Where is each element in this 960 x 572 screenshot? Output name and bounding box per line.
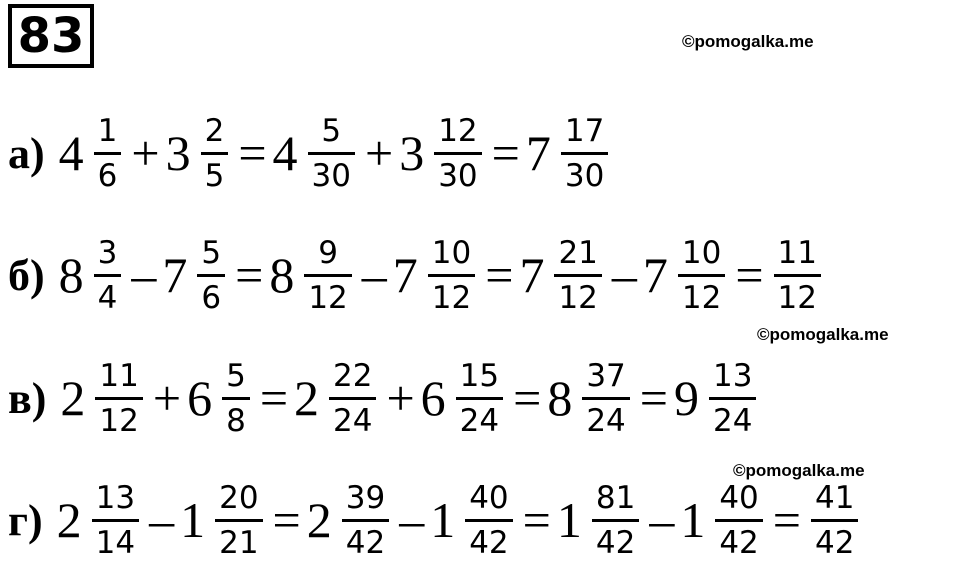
operator: – (131, 247, 157, 303)
whole-number: 4 (58, 125, 84, 181)
row-label: а) (8, 128, 45, 178)
equation-row-b (8, 225, 825, 325)
denominator: 24 (712, 402, 753, 439)
watermark: ©pomogalka.me (682, 32, 814, 51)
denominator: 12 (777, 279, 817, 316)
operator: = (639, 370, 668, 426)
fraction (94, 234, 122, 317)
row-label: б) (8, 250, 45, 300)
denominator: 12 (99, 402, 139, 439)
fraction (434, 112, 481, 195)
numerator: 81 (595, 479, 636, 516)
operator: – (361, 247, 387, 303)
numerator: 41 (814, 479, 855, 516)
numerator: 11 (777, 234, 817, 271)
fraction (715, 479, 762, 562)
watermark: ©pomogalka.me (733, 461, 865, 480)
task-number: 83 (8, 4, 94, 68)
fraction (582, 357, 629, 440)
operator: – (611, 247, 637, 303)
denominator: 21 (219, 524, 259, 561)
numerator: 21 (558, 234, 598, 271)
numerator: 15 (459, 357, 500, 394)
fraction (554, 234, 601, 317)
numerator: 40 (469, 479, 509, 516)
operator: – (149, 492, 175, 548)
operator: + (386, 370, 415, 426)
numerator: 10 (431, 234, 472, 271)
operator: + (131, 125, 160, 181)
denominator: 14 (95, 524, 136, 561)
fraction (304, 234, 351, 317)
whole-number: 9 (673, 370, 699, 426)
operator: = (272, 492, 301, 548)
fraction (222, 357, 250, 440)
operator: + (152, 370, 182, 426)
numerator: 5 (201, 234, 222, 271)
operator: = (235, 247, 264, 303)
equation-row-g (8, 470, 862, 570)
numerator: 3 (97, 234, 118, 271)
equation-row-v (8, 348, 760, 448)
whole-number: 3 (399, 125, 425, 181)
denominator: 12 (681, 279, 722, 316)
whole-number: 7 (525, 125, 551, 181)
whole-number: 1 (180, 492, 206, 548)
whole-number: 1 (430, 492, 456, 548)
fraction (456, 357, 503, 440)
fraction (94, 112, 122, 195)
fraction (428, 234, 475, 317)
denominator: 24 (333, 402, 373, 439)
denominator: 5 (204, 157, 225, 194)
whole-number: 2 (56, 492, 82, 548)
row-label: г) (8, 495, 43, 545)
whole-number: 7 (519, 247, 545, 303)
whole-number: 8 (547, 370, 573, 426)
denominator: 30 (438, 157, 478, 194)
numerator: 1 (97, 112, 118, 149)
numerator: 11 (99, 357, 139, 394)
numerator: 2 (204, 112, 225, 149)
fraction (342, 479, 389, 562)
numerator: 17 (564, 112, 605, 149)
whole-number: 2 (306, 492, 332, 548)
fraction (592, 479, 639, 562)
fraction (561, 112, 608, 195)
operator: + (364, 125, 394, 181)
numerator: 40 (719, 479, 759, 516)
numerator: 37 (586, 357, 626, 394)
numerator: 5 (321, 112, 342, 149)
whole-number: 7 (162, 247, 188, 303)
denominator: 8 (226, 402, 246, 439)
denominator: 4 (97, 279, 118, 316)
numerator: 20 (219, 479, 259, 516)
fraction (92, 479, 139, 562)
whole-number: 8 (269, 247, 295, 303)
denominator: 24 (459, 402, 500, 439)
whole-number: 6 (420, 370, 446, 426)
row-label: в) (8, 373, 47, 423)
operator: – (649, 492, 675, 548)
denominator: 12 (558, 279, 598, 316)
operator: = (513, 370, 542, 426)
denominator: 30 (564, 157, 605, 194)
operator: = (259, 370, 289, 426)
whole-number: 2 (60, 370, 86, 426)
fraction (197, 234, 225, 317)
operator: = (491, 125, 520, 181)
whole-number: 3 (165, 125, 191, 181)
numerator: 5 (226, 357, 246, 394)
denominator: 42 (595, 524, 636, 561)
numerator: 22 (333, 357, 373, 394)
denominator: 30 (311, 157, 351, 194)
whole-number: 8 (58, 247, 84, 303)
watermark: ©pomogalka.me (757, 325, 889, 344)
operator: = (485, 247, 514, 303)
fraction (774, 234, 821, 317)
denominator: 24 (586, 402, 626, 439)
fraction (95, 357, 142, 440)
equation-row-a (8, 103, 612, 203)
denominator: 6 (201, 279, 222, 316)
numerator: 12 (438, 112, 478, 149)
operator: = (522, 492, 551, 548)
operator: = (735, 247, 764, 303)
denominator: 42 (469, 524, 509, 561)
fraction (709, 357, 756, 440)
numerator: 10 (681, 234, 722, 271)
denominator: 42 (345, 524, 386, 561)
fraction (678, 234, 725, 317)
operator: = (772, 492, 801, 548)
whole-number: 1 (556, 492, 582, 548)
operator: – (399, 492, 425, 548)
fraction (811, 479, 858, 562)
whole-number: 7 (642, 247, 668, 303)
denominator: 12 (308, 279, 348, 316)
denominator: 42 (814, 524, 855, 561)
whole-number: 4 (272, 125, 298, 181)
whole-number: 6 (187, 370, 213, 426)
fraction (329, 357, 376, 440)
whole-number: 1 (680, 492, 706, 548)
numerator: 9 (318, 234, 338, 271)
operator: = (238, 125, 267, 181)
fraction (215, 479, 262, 562)
denominator: 6 (97, 157, 118, 194)
fraction (465, 479, 512, 562)
numerator: 13 (95, 479, 136, 516)
fraction (308, 112, 355, 195)
whole-number: 7 (392, 247, 418, 303)
denominator: 42 (719, 524, 759, 561)
whole-number: 2 (294, 370, 320, 426)
fraction (201, 112, 229, 195)
denominator: 12 (431, 279, 472, 316)
numerator: 13 (712, 357, 753, 394)
numerator: 39 (345, 479, 386, 516)
